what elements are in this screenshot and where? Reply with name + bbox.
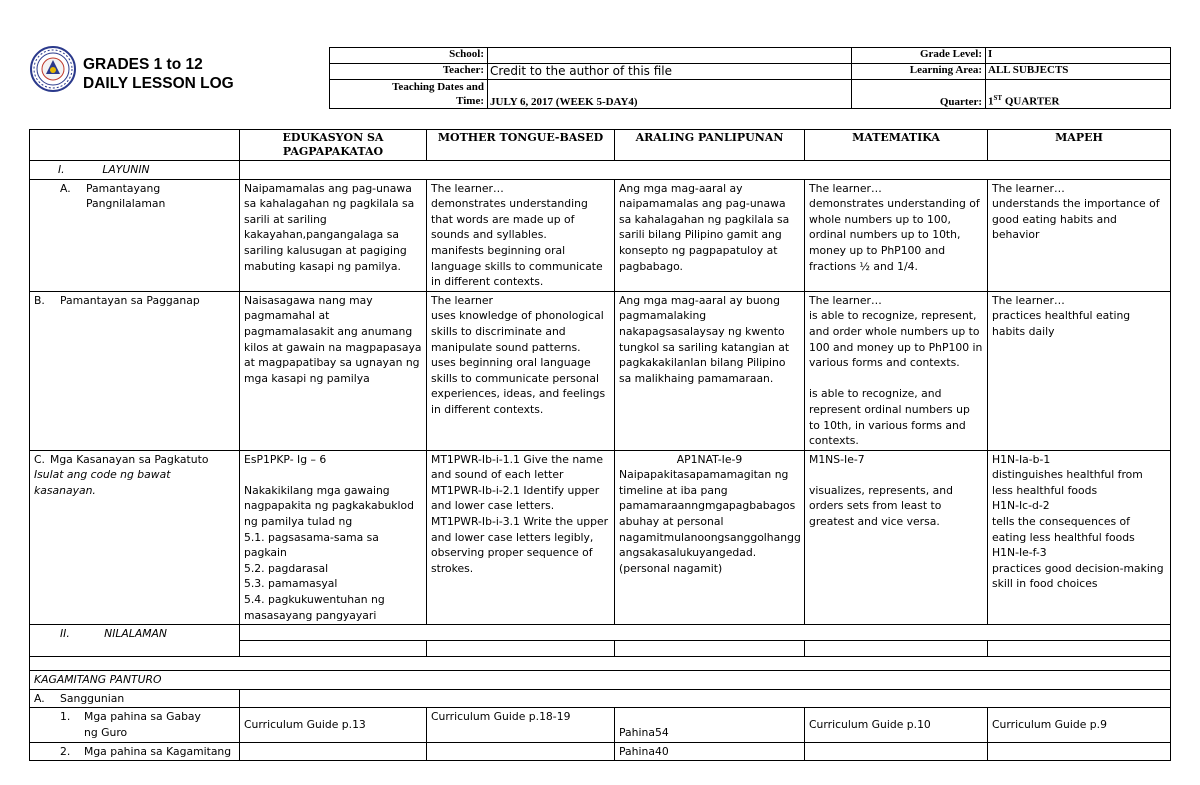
row-label-pagganap [30, 291, 240, 450]
row-label: Pamantayang Pangnilalaman [86, 181, 166, 211]
column-header-mtb: MOTHER TONGUE-BASED [427, 130, 615, 161]
cell-kasanayan-mapeh: H1N-Ia-b-1 distinguishes healthful from less healthful foods H1N-Ic-d-2 tells the consequences of eating less healthful foods H1N-Ie-f-3 practices good decision-making skill in food choices [988, 450, 1171, 625]
cell-pagganap-esp: Naisasagawa nang may pagmamahal at pagmamalasakit ang anumang kilos at gawain na magpapasaya at magpapatibay sa ugnayan ng mga kasapi ng pamilya [240, 291, 427, 450]
nilalaman-mtb [427, 641, 615, 657]
grade-level-value: I [986, 48, 1171, 64]
quarter-suffix: ST [993, 94, 1003, 103]
learning-area-label: Learning Area: [852, 64, 986, 80]
cell-pagganap-mapeh: The learner… practices healthful eating habits daily [988, 291, 1171, 450]
nilalaman-esp [240, 641, 427, 657]
cell-pagganap-ap: Ang mga mag-aaral ay buong pagmamalaking nakapagsasalaysay ng kwento tungkol sa sariling katangian at pagkakakilanlan bilang Pilipino sa malikhaing pamamaraan. [615, 291, 805, 450]
cell-pamantayang-esp: Naipamamalas ang pag-unawa sa kahalagahan ng pagkilala sa sarili at sariling kakayahan,pangangalaga sa sariling kalusugan at pagiging mabuting kasapi ng pamilya. [240, 179, 427, 291]
quarter-label: Quarter: [852, 80, 986, 109]
cell-pagganap-math: The learner… is able to recognize, represent, and order whole numbers up to 100 and money up to PhP100 in various forms and contexts. is able to recognize, and represent ordinal numbers up to 10th, in various forms and contexts. [805, 291, 988, 450]
quarter-value [986, 80, 1171, 109]
cell-gabay-mtb: Curriculum Guide p.18-19 [427, 708, 615, 742]
cell-gabay-esp: Curriculum Guide p.13 [240, 708, 427, 742]
nilalaman-math [805, 641, 988, 657]
nilalaman-span-cell [240, 625, 1171, 641]
cell-kagamitang-math [805, 742, 988, 761]
row-number: A. [60, 181, 71, 195]
grade-level-label: Grade Level: [852, 48, 986, 64]
corner-cell [30, 130, 240, 161]
header-info-table [329, 47, 1171, 109]
teaching-dates-label [330, 80, 488, 109]
cell-kagamitang-mtb [427, 742, 615, 761]
row-label: Mga Kasanayan sa Pagkatuto [50, 452, 209, 466]
row-label: Sanggunian [60, 691, 125, 705]
row-label-kasanayan [30, 450, 240, 625]
kasanayan-note: Isulat ang code ng bawat kasanayan. [34, 468, 171, 497]
teacher-value: Credit to the author of this file [488, 64, 852, 80]
column-header-esp: EDUKASYON SA PAGPAPAKATAO [240, 130, 427, 161]
spacer-row [30, 657, 1171, 671]
cell-kasanayan-math: M1NS-Ie-7 visualizes, represents, and orders sets from least to greatest and vice versa. [805, 450, 988, 625]
teaching-dates-value: JULY 6, 2017 (WEEK 5-DAY4) [488, 80, 852, 109]
ap-competency-text: Naipapakitasapamamagitan ng timeline at iba pang pamamaraanngmgapagbabagos abuhay at personal nagamitmulanoongsanggolhangg angsakasalukuyangedad. (personal nagamit) [619, 468, 801, 575]
school-label: School: [330, 48, 488, 64]
teaching-dates-label-line1: Teaching Dates and [392, 81, 484, 93]
row-number: B. [34, 293, 45, 307]
section-nilalaman [30, 625, 240, 657]
deped-seal-logo [30, 46, 76, 92]
row-label-pamantayang [30, 179, 240, 291]
cell-kasanayan-ap [615, 450, 805, 625]
cell-pamantayang-ap: Ang mga mag-aaral ay naipamamalas ang pag-unawa sa kahalagahan ng pagkilala sa sarili bilang Pilipino gamit ang konsepto ng pagpapatuloy at pagbabago. [615, 179, 805, 291]
quarter-number: 1 [988, 96, 994, 108]
row-label: Mga pahina sa Gabay ng Guro [84, 710, 201, 739]
cell-gabay-mapeh: Curriculum Guide p.9 [988, 708, 1171, 742]
row-label: Mga pahina sa Kagamitang [84, 744, 232, 758]
cell-pamantayang-math: The learner… demonstrates understanding of whole numbers up to 100, ordinal numbers up to 10th, money up to PhP100 and fractions ½ and 1/4. [805, 179, 988, 291]
cell-gabay-math: Curriculum Guide p.10 [805, 708, 988, 742]
quarter-word: QUARTER [1002, 96, 1060, 108]
row-label-kagamitang [30, 742, 240, 761]
title-line-2: DAILY LESSON LOG [83, 75, 234, 92]
school-value [488, 48, 852, 64]
section-label: LAYUNIN [102, 163, 150, 176]
cell-kagamitang-mapeh [988, 742, 1171, 761]
title-line-1: GRADES 1 to 12 [83, 56, 203, 73]
row-label: Pamantayan sa Pagganap [60, 293, 200, 307]
row-number: 1. [60, 710, 71, 724]
nilalaman-ap [615, 641, 805, 657]
section-layunin [30, 161, 240, 180]
lesson-log-table [29, 129, 1171, 761]
cell-pamantayang-mapeh: The learner… understands the importance of good eating habits and behavior [988, 179, 1171, 291]
sanggunian-span-cell [240, 689, 1171, 708]
column-header-mapeh: MAPEH [988, 130, 1171, 161]
section-kagamitan: KAGAMITANG PANTURO [30, 671, 1171, 690]
nilalaman-mapeh [988, 641, 1171, 657]
document-title [83, 55, 234, 93]
cell-kagamitang-esp [240, 742, 427, 761]
section-label: NILALAMAN [104, 627, 167, 641]
row-number: C. [34, 452, 45, 466]
learning-area-value: ALL SUBJECTS [986, 64, 1171, 80]
cell-kagamitang-ap: Pahina40 [615, 742, 805, 761]
cell-kasanayan-esp: EsP1PKP- Ig – 6 Nakakikilang mga gawaing nagpapakita ng pagkakabuklod ng pamilya tulad ng 5.1. pagsasama-sama sa pagkain 5.2. pagdarasal 5.3. pamamasyal 5.4. pagkukuwentuhan ng masasayang pangyayari [240, 450, 427, 625]
cell-kasanayan-mtb: MT1PWR-Ib-i-1.1 Give the name and sound of each letter MT1PWR-Ib-i-2.1 Identify upper and lower case letters. MT1PWR-Ib-i-3.1 Write the upper and lower case letters legibly, observing proper sequence of strokes. [427, 450, 615, 625]
cell-pamantayang-mtb: The learner… demonstrates understanding that words are made up of sounds and syllables. manifests beginning oral language skills to communicate in different contexts. [427, 179, 615, 291]
cell-pagganap-mtb: The learner uses knowledge of phonological skills to discriminate and manipulate sound patterns. uses beginning oral language skills to communicate personal experiences, ideas, and feelings in different contexts. [427, 291, 615, 450]
column-header-math: MATEMATIKA [805, 130, 988, 161]
column-header-ap: ARALING PANLIPUNAN [615, 130, 805, 161]
section-number: I. [58, 163, 65, 176]
row-number: A. [34, 691, 45, 705]
row-label-gabay [30, 708, 240, 742]
row-number: 2. [60, 744, 71, 758]
teacher-label: Teacher: [330, 64, 488, 80]
teaching-dates-label-line2: Time: [456, 95, 484, 107]
cell-gabay-ap: Pahina54 [615, 708, 805, 742]
layunin-span-cell [240, 161, 1171, 180]
ap-competency-code: AP1NAT-Ie-9 [676, 452, 743, 466]
row-label-sanggunian [30, 689, 240, 708]
section-number: II. [60, 627, 70, 641]
